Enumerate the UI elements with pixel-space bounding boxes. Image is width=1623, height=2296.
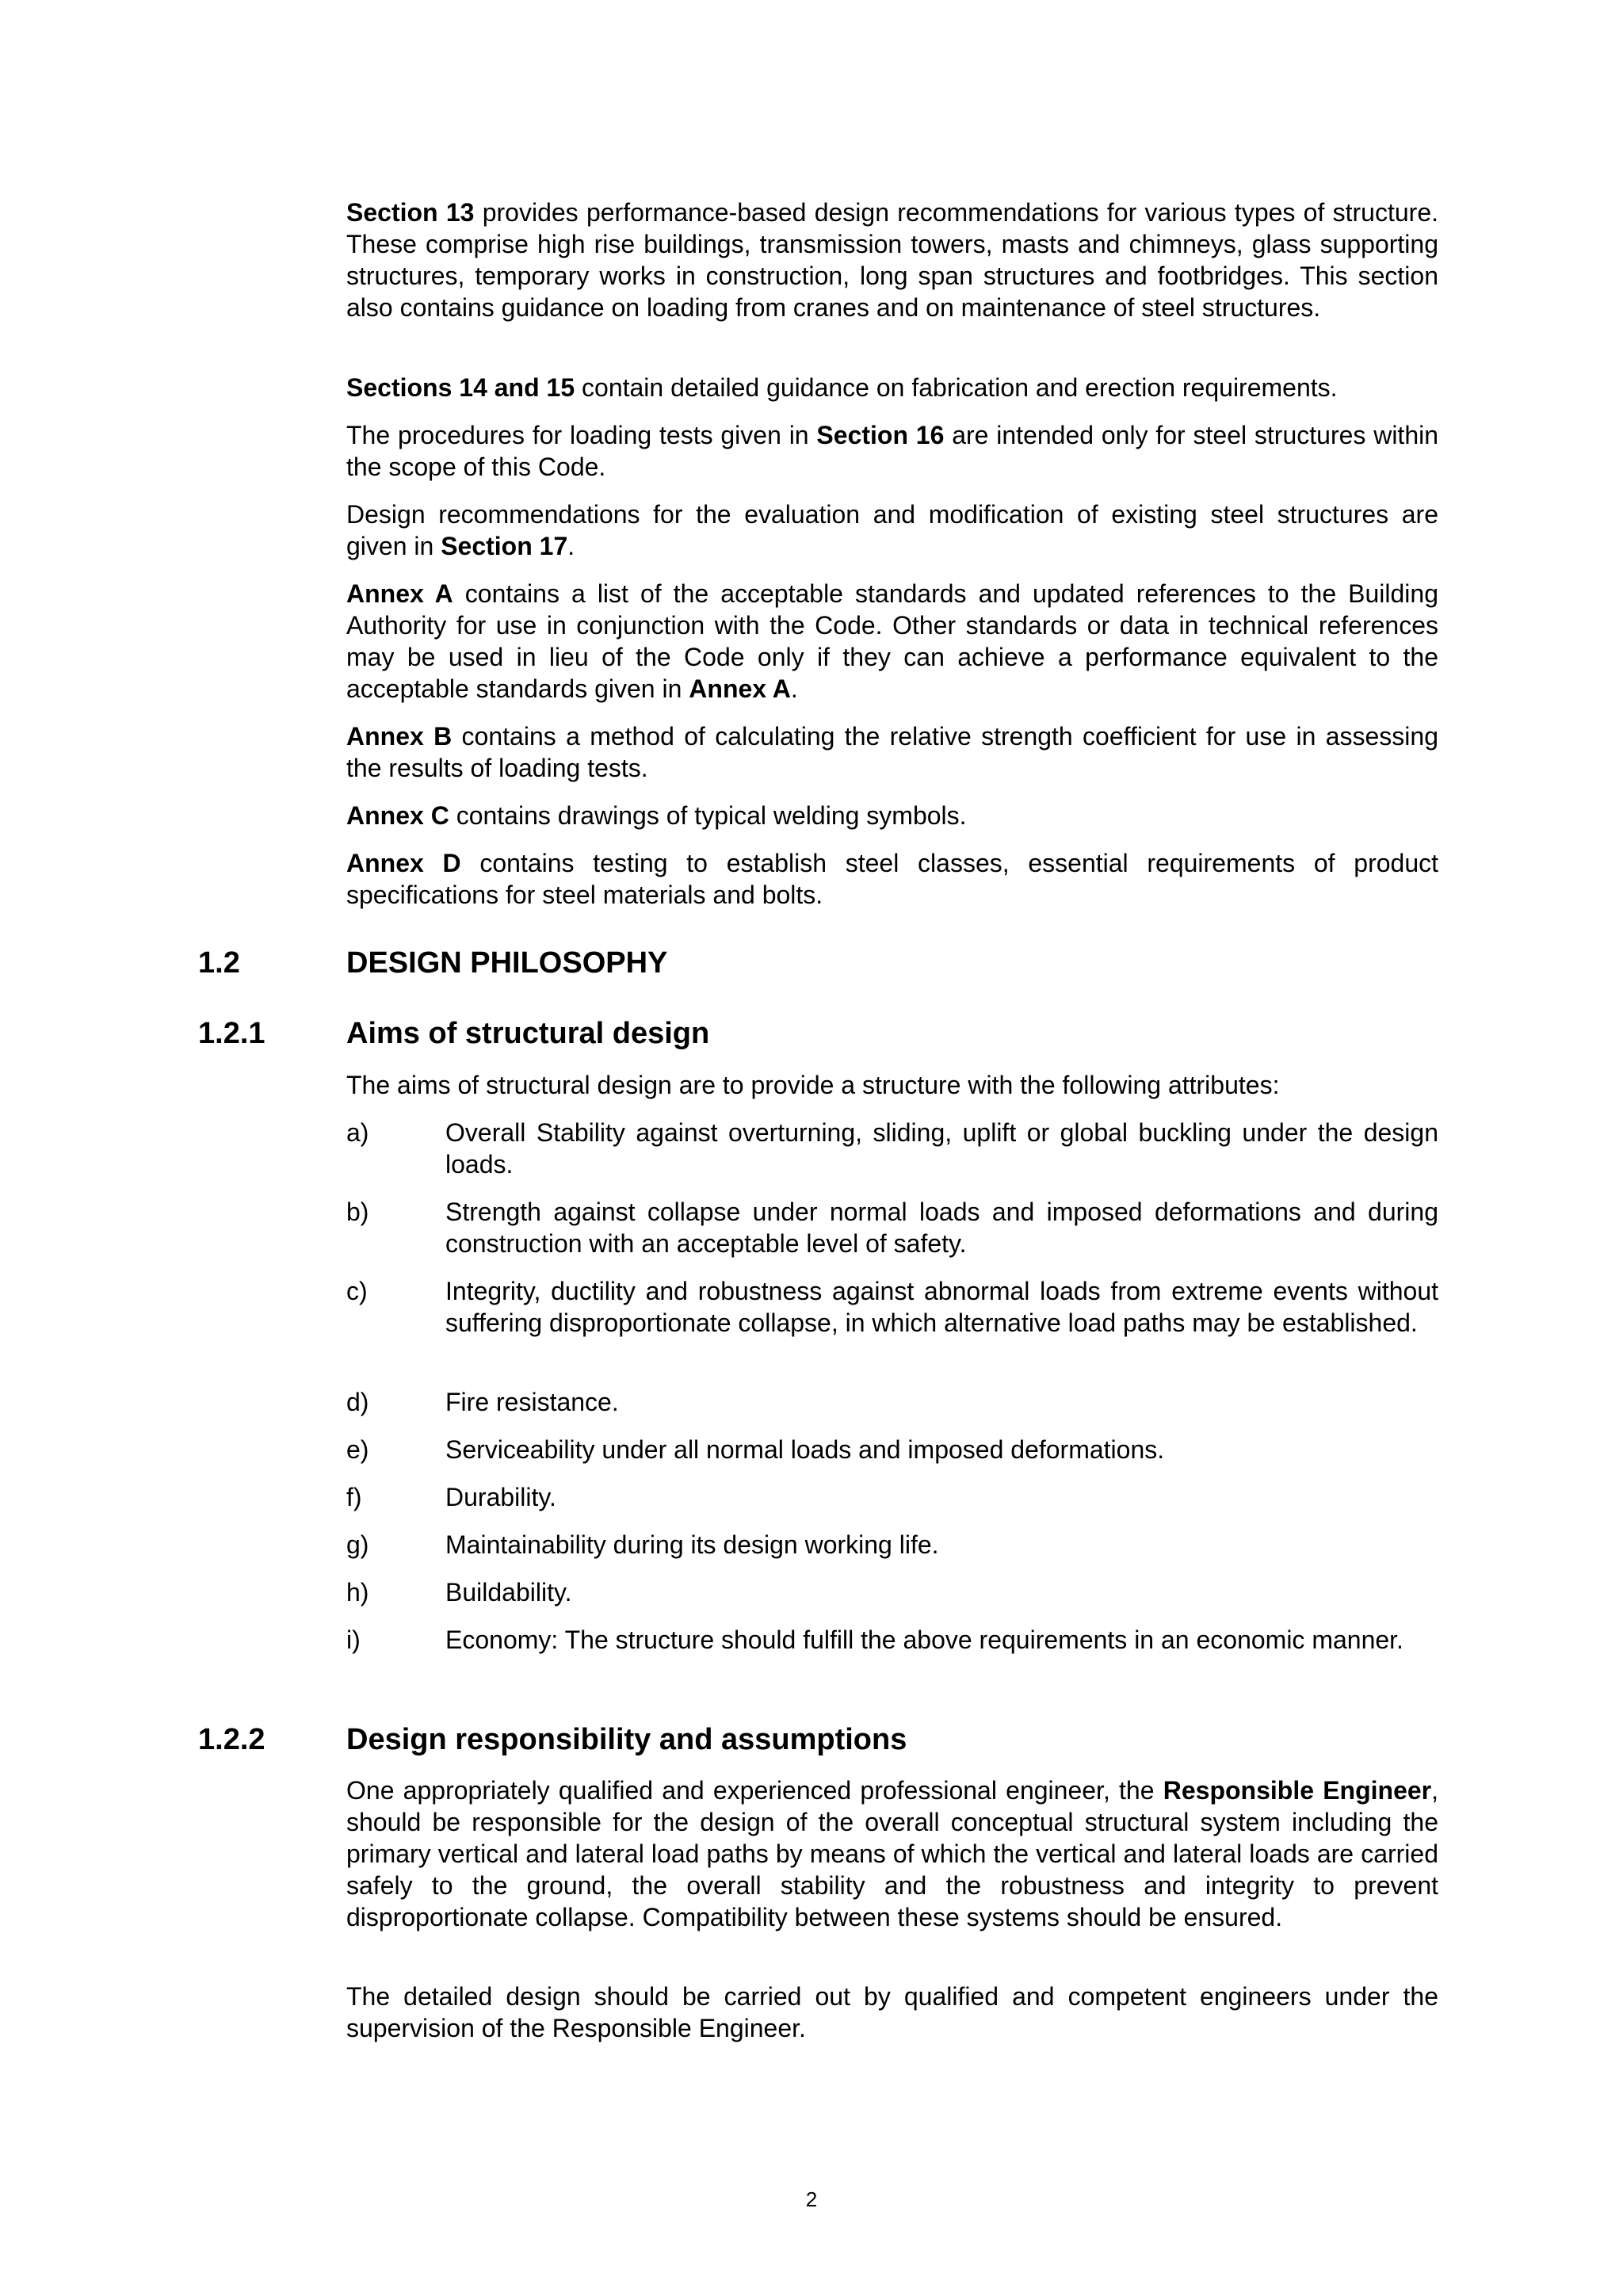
bold-ref: Annex A (689, 674, 791, 703)
paragraph-text: contain detailed guidance on fabrication and erection requirements. (575, 373, 1338, 402)
list-item-label: h) (346, 1578, 369, 1606)
paragraph-text: . (790, 674, 798, 703)
list-item-text: Strength against collapse under normal loads and imposed deformations and during construction with an acceptable level of safety. (445, 1198, 1438, 1258)
list-item-label: d) (346, 1388, 369, 1416)
paragraph-text: Design recommendations for the evaluation and modification of existing steel structures are given in (346, 500, 1438, 560)
paragraph-text: contains testing to establish steel classes, essential requirements of product specifications for steel materials and bolts. (346, 849, 1439, 909)
bold-ref: Section 17 (441, 532, 568, 560)
list-item-text: Economy: The structure should fulfill the above requirements in an economic manner. (445, 1626, 1403, 1654)
paragraph-text: , should be responsible for the design of the overall conceptual structural system including the primary vertical and lateral load paths by means of which the vertical and lateral loads are carried safely to the ground, the overall stability and the robustness and integrity to prevent disproportionate collapse. Compatibility between these systems should be ensured. (346, 1776, 1439, 1931)
subsection-title: Design responsibility and assumptions (346, 1723, 907, 1756)
list-item-text: Integrity, ductility and robustness against abnormal loads from extreme events without suffering disproportionate collapse, in which alternative load paths may be established. (445, 1277, 1438, 1337)
bold-ref: Section 16 (816, 421, 945, 449)
list-item-label: a) (346, 1118, 369, 1147)
subsection-number: 1.2.2 (198, 1723, 265, 1756)
list-item-text: Overall Stability against overturning, sliding, uplift or global buckling under the design loads. (445, 1118, 1438, 1179)
bold-ref: Sections 14 and 15 (346, 373, 575, 402)
bold-ref: Annex B (346, 722, 453, 751)
bold-ref: Annex A (346, 579, 453, 608)
bold-ref: Section 13 (346, 198, 475, 227)
list-item-text: Fire resistance. (445, 1388, 619, 1416)
list-item-text: Buildability. (445, 1578, 572, 1606)
aims-lead-paragraph: The aims of structural design are to provide a structure with the following attributes: (346, 1071, 1280, 1099)
section-title: DESIGN PHILOSOPHY (346, 946, 668, 980)
list-item-label: f) (346, 1483, 362, 1511)
paragraph-section-16 (346, 419, 1438, 483)
paragraph-text: contains drawings of typical welding symbols. (449, 801, 967, 830)
list-item-label: c) (346, 1277, 368, 1305)
paragraph-annex-c (346, 800, 1438, 831)
list-item-text: Maintainability during its design working life. (445, 1530, 939, 1559)
paragraph-annex-a (346, 578, 1438, 705)
list-item-label: g) (346, 1530, 369, 1559)
paragraph-text: are intended only for steel structures within the scope of this Code. (346, 421, 1439, 481)
paragraph-annex-d (346, 847, 1438, 911)
bold-term: Responsible Engineer (1163, 1776, 1432, 1805)
paragraph-text: contains a list of the acceptable standards and updated references to the Building Authority for use in conjunction with the Code. Other standards or data in technical references may be used in lieu of the Code only if they can achieve a performance equivalent to the acceptable standards given in (346, 579, 1439, 703)
paragraph-detailed-design: The detailed design should be carried out by qualified and competent engineers under the supervision of the Responsible Engineer. (346, 1982, 1438, 2042)
paragraph-text: The procedures for loading tests given in (346, 421, 817, 449)
list-item-label: e) (346, 1435, 369, 1464)
list-item-text: Serviceability under all normal loads and imposed deformations. (445, 1435, 1165, 1464)
paragraph-text: . (567, 532, 575, 560)
list-item-label: i) (346, 1626, 361, 1654)
paragraph-annex-b (346, 720, 1438, 784)
section-number: 1.2 (198, 946, 240, 980)
list-item-text: Durability. (445, 1483, 556, 1511)
paragraph-text: provides performance-based design recommendations for various types of structure. These comprise high rise buildings, transmission towers, masts and chimneys, glass supporting structures, temporary works in construction, long span structures and footbridges. This section also contains guidance on loading from cranes and on maintenance of steel structures. (346, 198, 1439, 322)
paragraph-text: contains a method of calculating the relative strength coefficient for use in assessing the results of loading tests. (346, 722, 1439, 782)
paragraph-responsible-engineer (346, 1775, 1438, 1933)
subsection-number: 1.2.1 (198, 1017, 265, 1050)
paragraph-section-17 (346, 499, 1438, 562)
subsection-title: Aims of structural design (346, 1017, 710, 1050)
list-item-label: b) (346, 1198, 369, 1226)
page-number: 2 (805, 2187, 818, 2211)
bold-ref: Annex C (346, 801, 449, 830)
paragraph-sections-14-15 (346, 372, 1438, 403)
paragraph-text: One appropriately qualified and experienced professional engineer, the (346, 1776, 1163, 1805)
bold-ref: Annex D (346, 849, 461, 877)
paragraph-section-13 (346, 197, 1438, 323)
